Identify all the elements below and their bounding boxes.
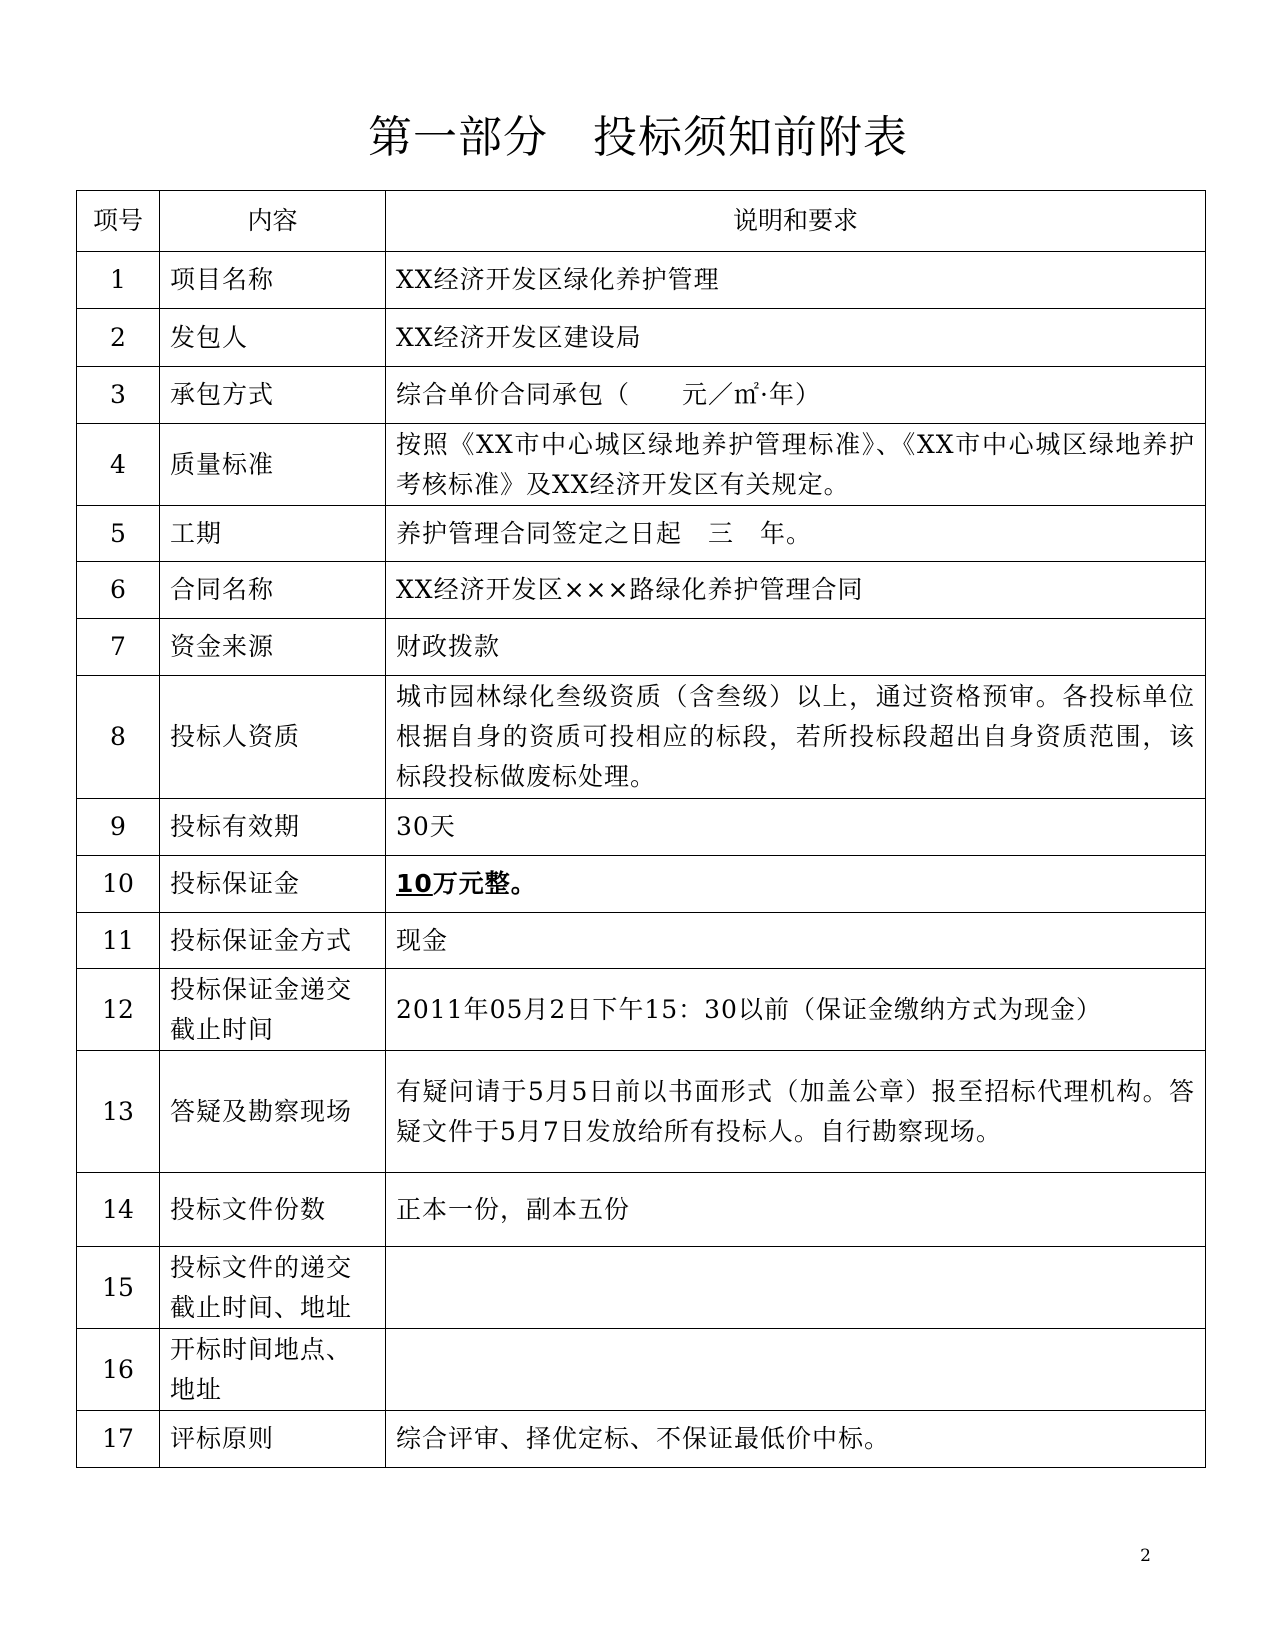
row-item: 发包人 — [160, 309, 386, 367]
row-item-line: 地址 — [170, 1374, 223, 1404]
row-item: 评标原则 — [160, 1411, 386, 1468]
row-description — [386, 1247, 1206, 1329]
row-description: 养护管理合同签定之日起 三 年。 — [386, 506, 1206, 562]
table-row — [77, 506, 1206, 562]
table-row — [77, 309, 1206, 367]
deposit-text — [396, 869, 537, 898]
table-row — [77, 367, 1206, 424]
row-number: 15 — [77, 1247, 160, 1329]
row-description: XX经济开发区×××路绿化养护管理合同 — [386, 562, 1206, 619]
deposit-amount: 10 — [396, 869, 433, 898]
row-number: 13 — [77, 1051, 160, 1173]
row-description: XX经济开发区绿化养护管理 — [386, 252, 1206, 309]
row-item: 投标有效期 — [160, 799, 386, 856]
row-number: 2 — [77, 309, 160, 367]
row-item: 承包方式 — [160, 367, 386, 424]
row-description: 30天 — [386, 799, 1206, 856]
row-item: 合同名称 — [160, 562, 386, 619]
table-row — [77, 1051, 1206, 1173]
table-row — [77, 1329, 1206, 1411]
row-number: 4 — [77, 424, 160, 506]
row-number: 10 — [77, 856, 160, 913]
row-item: 项目名称 — [160, 252, 386, 309]
row-item: 工期 — [160, 506, 386, 562]
row-item — [160, 969, 386, 1051]
row-item: 投标文件份数 — [160, 1173, 386, 1247]
row-item-line: 截止时间、地址 — [170, 1292, 353, 1322]
table-row — [77, 619, 1206, 676]
row-description: 综合评审、择优定标、不保证最低价中标。 — [386, 1411, 1206, 1468]
table-row — [77, 676, 1206, 799]
row-item: 投标保证金 — [160, 856, 386, 913]
row-number: 17 — [77, 1411, 160, 1468]
row-item: 质量标准 — [160, 424, 386, 506]
row-number: 3 — [77, 367, 160, 424]
row-description: 现金 — [386, 913, 1206, 969]
header-description: 说明和要求 — [386, 191, 1206, 252]
row-item — [160, 1247, 386, 1329]
row-number: 14 — [77, 1173, 160, 1247]
row-item — [160, 1329, 386, 1411]
deposit-suffix: 万元整。 — [432, 869, 537, 898]
row-item: 答疑及勘察现场 — [160, 1051, 386, 1173]
table-row — [77, 1247, 1206, 1329]
row-number: 11 — [77, 913, 160, 969]
header-item-number: 项号 — [77, 191, 160, 252]
row-number: 7 — [77, 619, 160, 676]
row-number: 6 — [77, 562, 160, 619]
row-number: 1 — [77, 252, 160, 309]
table-row — [77, 856, 1206, 913]
row-item-text: 投标保证金递交截止时间 — [170, 974, 353, 1044]
row-number: 9 — [77, 799, 160, 856]
row-description: XX经济开发区建设局 — [386, 309, 1206, 367]
row-description: 正本一份，副本五份 — [386, 1173, 1206, 1247]
row-item: 投标人资质 — [160, 676, 386, 799]
page-title: 第一部分 投标须知前附表 — [368, 112, 908, 163]
table-row — [77, 252, 1206, 309]
row-description: 按照《XX市中心城区绿地养护管理标准》、《XX市中心城区绿地养护考核标准》及XX经济开发区有关规定。 — [386, 424, 1206, 506]
row-description — [386, 856, 1206, 913]
row-number: 16 — [77, 1329, 160, 1411]
row-number: 5 — [77, 506, 160, 562]
row-item-line: 投标文件的递交 — [170, 1252, 353, 1282]
row-number: 8 — [77, 676, 160, 799]
page-number: 2 — [1140, 1546, 1151, 1566]
table-row — [77, 1173, 1206, 1247]
table-row — [77, 969, 1206, 1051]
row-description: 2011年05月2日下午15：30以前（保证金缴纳方式为现金） — [386, 969, 1206, 1051]
row-description: 城市园林绿化叁级资质（含叁级）以上，通过资格预审。各投标单位根据自身的资质可投相应的标段，若所投标段超出自身资质范围，该标段投标做废标处理。 — [386, 676, 1206, 799]
row-item: 资金来源 — [160, 619, 386, 676]
row-item-line: 开标时间地点、 — [170, 1334, 353, 1364]
table-row — [77, 913, 1206, 969]
table-row — [77, 799, 1206, 856]
row-description: 综合单价合同承包（ 元／㎡·年） — [386, 367, 1206, 424]
header-content: 内容 — [160, 191, 386, 252]
table-row — [77, 424, 1206, 506]
table-row — [77, 562, 1206, 619]
row-description: 有疑问请于5月5日前以书面形式（加盖公章）报至招标代理机构。答疑文件于5月7日发放给所有投标人。自行勘察现场。 — [386, 1051, 1206, 1173]
row-description: 财政拨款 — [386, 619, 1206, 676]
bid-instructions-table — [76, 190, 1206, 1468]
row-description — [386, 1329, 1206, 1411]
table-row — [77, 1411, 1206, 1468]
row-number: 12 — [77, 969, 160, 1051]
row-item: 投标保证金方式 — [160, 913, 386, 969]
table-header-row — [77, 191, 1206, 252]
